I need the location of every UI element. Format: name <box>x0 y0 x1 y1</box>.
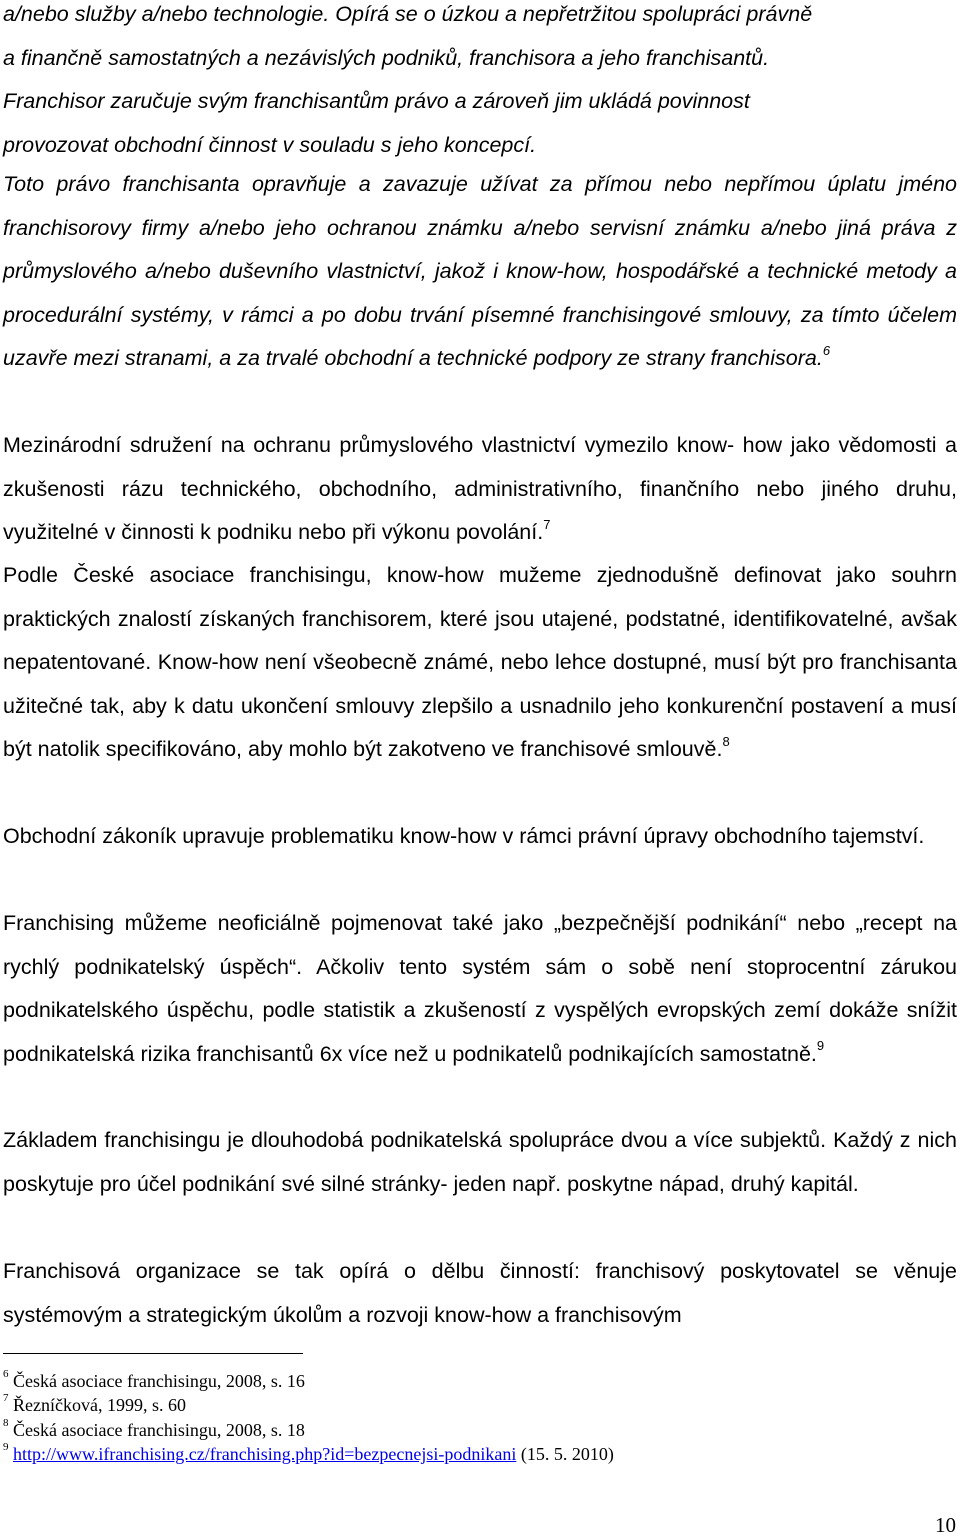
footnote-7 <box>3 1393 953 1417</box>
footnote-number: 8 <box>3 1416 9 1429</box>
footnote-ref[interactable]: 9 <box>816 1038 825 1054</box>
paragraph-4 <box>3 554 957 772</box>
paragraph-text: Obchodní zákoník upravuje problematiku know-how v rámci právní úpravy obchodního tajemství. <box>3 824 925 848</box>
paragraph-text: Základem franchisingu je dlouhodobá podnikatelská spolupráce dvou a více subjektů. Každý z nich poskytuje pro účel podnikání své silné stránky- jeden např. poskytne nápad, druhý kapitál. <box>3 1128 957 1196</box>
footnote-9 <box>3 1442 953 1466</box>
footnote-number: 9 <box>3 1441 9 1454</box>
page-number: 10 <box>935 1513 956 1537</box>
footnote-number: 7 <box>3 1392 9 1405</box>
paragraph-3 <box>3 424 957 555</box>
paragraph-text: Podle České asociace franchisingu, know-how mužeme zjednodušně definovat jako souhrn praktických znalostí získaných franchisorem, které jsou utajené, podstatné, identifikovatelné, avšak nepatentované. Know-how není všeobecně známé, nebo lehce dostupné, musí být pro franchisanta užitečné tak, aby k datu ukončení smlouvy zlepšilo a usnadnilo jeho konkurenční postavení a musí být natolik specifikováno, aby mohlo být zakotveno ve franchisové smlouvě. <box>3 563 957 761</box>
paragraph-7 <box>3 1119 957 1206</box>
footnotes <box>3 1369 953 1467</box>
footnote-ref[interactable]: 8 <box>722 733 730 749</box>
paragraph-1 <box>3 0 957 167</box>
paragraph-8 <box>3 1250 957 1337</box>
paragraph-text: Franchisová organizace se tak opírá o dělbu činností: franchisový poskytovatel se věnuje systémovým a strategickým úkolům a rozvoji know-how a franchisovým <box>3 1259 957 1327</box>
text-line: provozovat obchodní činnost v souladu s jeho koncepcí. <box>3 132 537 157</box>
text-line: a/nebo služby a/nebo technologie. Opírá se o úzkou a nepřetržitou spolupráci právně <box>3 2 813 26</box>
footnote-ref[interactable]: 6 <box>822 342 831 358</box>
footnote-8 <box>3 1418 953 1442</box>
footnote-text: Česká asociace franchisingu, 2008, s. 16 <box>13 1371 305 1391</box>
paragraph-6 <box>3 902 957 1076</box>
paragraph-text: Franchising můžeme neoficiálně pojmenovat také jako „bezpečnější podnikání“ nebo „recept na rychlý podnikatelský úspěch“. Ačkoliv tento systém sám o sobě není stoprocentní zárukou podnikatelského úspěchu, podle statistik a zkušeností z vyspělých evropských zemí dokáže snížit podnikatelská rizika franchisantů 6x více než u podnikatelů podnikajících samostatně. <box>3 911 957 1066</box>
text-line: Franchisor zaručuje svým franchisantům právo a zároveň jim ukládá povinnost <box>3 89 750 113</box>
paragraph-5 <box>3 815 957 859</box>
footnote-text: Česká asociace franchisingu, 2008, s. 18 <box>13 1419 305 1440</box>
period: . <box>816 346 823 370</box>
footnote-text: Řezníčková, 1999, s. 60 <box>13 1395 186 1416</box>
paragraph-2 <box>3 163 957 381</box>
paragraph-text: Mezinárodní sdružení na ochranu průmyslového vlastnictví vymezilo know- how jako vědomosti a zkušenosti rázu technického, obchodního, administrativního, finančního nebo jiného druhu, využitelné v činnosti k podniku nebo při výkonu povolání. <box>3 433 957 544</box>
text-line: a finančně samostatných a nezávislých podniků, franchisora a jeho franchisantů. <box>3 45 770 70</box>
paragraph-text: Toto právo franchisanta opravňuje a zavazuje užívat za přímou nebo nepřímou úplatu jméno franchisorovy firmy a/nebo jeho ochranou známku a/nebo servisní známku a/nebo jiná práva z průmyslového a/nebo duševního vlastnictví, jakož i know-how, hospodářské a technické metody a procedurální systémy, v rámci a po dobu trvání písemné franchisingové smlouvy, za tímto účelem uzavře mezi stranami, a za trvalé obchodní a technické podpory ze strany franchisora <box>3 172 957 370</box>
footnote-date: (15. 5. 2010) <box>516 1444 614 1465</box>
footnote-link[interactable]: http://www.ifranchising.cz/franchising.php?id=bezpecnejsi-podnikani <box>13 1444 517 1465</box>
footnote-separator <box>3 1353 303 1354</box>
footnote-6 <box>3 1369 953 1393</box>
footnote-number: 6 <box>3 1368 9 1380</box>
footnote-ref[interactable]: 7 <box>543 516 551 532</box>
